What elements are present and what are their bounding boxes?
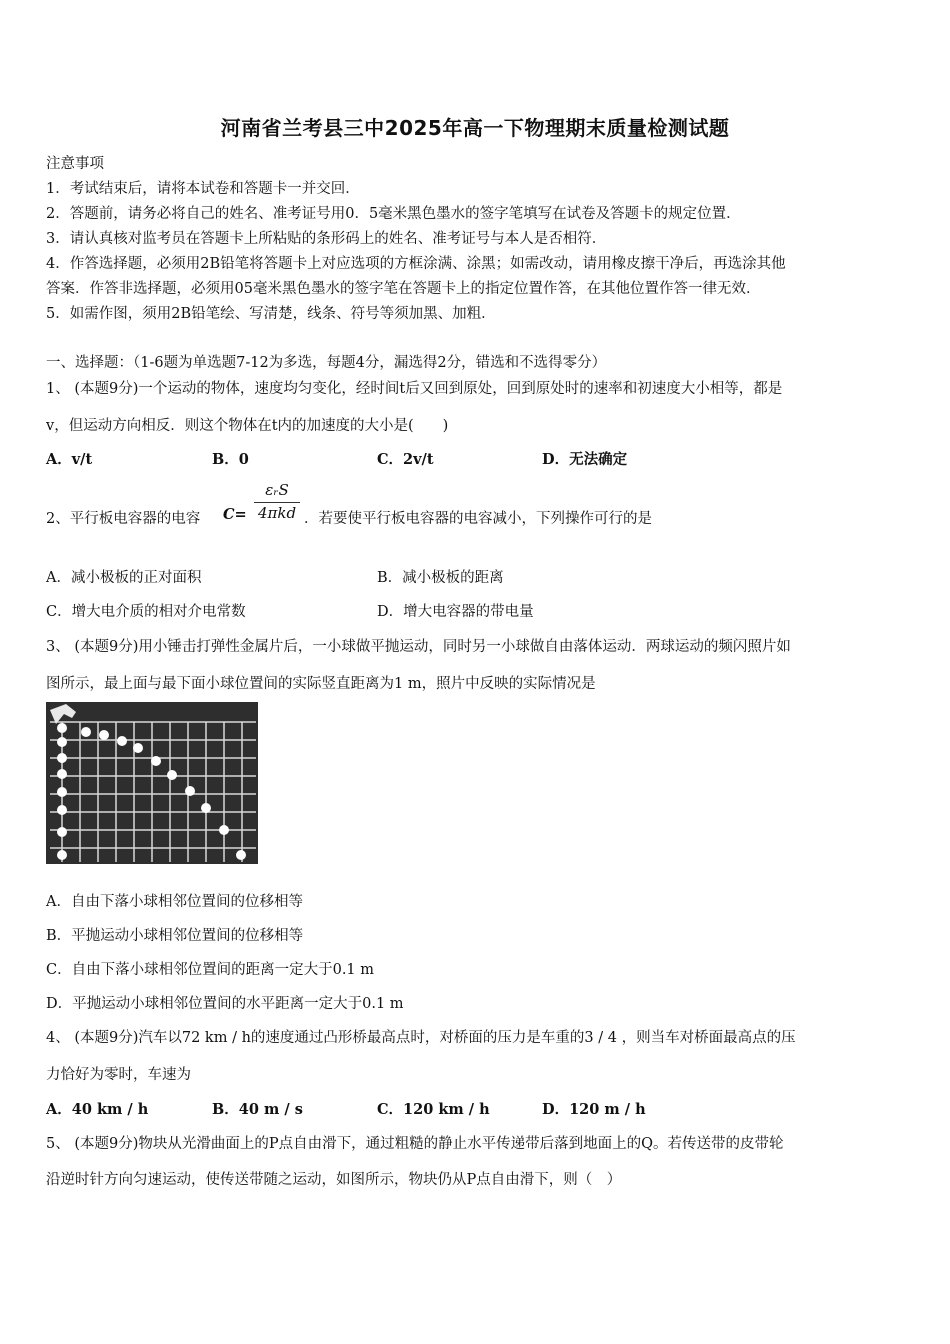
- q3-option-c: C．自由下落小球相邻位置间的距离一定大于0.1 m: [46, 962, 375, 978]
- capacitance-formula: [254, 481, 300, 522]
- q1-option-c: C．2v/t: [377, 451, 434, 468]
- q4-option-a: A．40 km / h: [46, 1101, 149, 1118]
- formula-denominator: 4πkd: [257, 504, 297, 522]
- q1-option-a: A．v/t: [46, 451, 93, 468]
- strobe-photo-image: [46, 702, 258, 864]
- q1-option-b: B．0: [212, 451, 249, 468]
- formula-numerator: εᵣS: [265, 481, 289, 499]
- q3-option-a: A．自由下落小球相邻位置间的位移相等: [46, 894, 303, 910]
- notice-item: 2．答题前，请务必将自己的姓名、准考证号用0．5毫米黑色墨水的签字笔填写在试卷及答题卡的规定位置．: [46, 206, 741, 222]
- question-1-text: 1、 (本题9分)一个运动的物体，速度均匀变化，经时间t后又回到原处，回到原处时的速率和初速度大小相等，都是: [46, 381, 783, 397]
- notice-item: 1．考试结束后，请将本试卷和答题卡一并交回．: [46, 181, 360, 197]
- q4-option-d: D．120 m / h: [542, 1101, 646, 1118]
- q2-option-b: B．减小极板的距离: [377, 570, 504, 586]
- q2-option-a: A．减小极板的正对面积: [46, 570, 202, 586]
- q4-option-b: B．40 m / s: [212, 1101, 303, 1118]
- q3-option-b: B．平抛运动小球相邻位置间的位移相等: [46, 928, 304, 944]
- notice-item: 5．如需作图，须用2B铅笔绘、写清楚，线条、符号等须加黑、加粗．: [46, 306, 496, 322]
- question-2-suffix: ．若要使平行板电容器的电容减小，下列操作可行的是: [304, 511, 652, 527]
- strobe-grid-graphic: [46, 702, 258, 864]
- q2-option-c: C．增大电介质的相对介电常数: [46, 604, 246, 620]
- question-4-text: 力恰好为零时，车速为: [46, 1067, 191, 1083]
- notice-item: 4．作答选择题，必须用2B铅笔将答题卡上对应选项的方框涂满、涂黑；如需改动，请用橡皮擦干净后，再选涂其他: [46, 256, 786, 272]
- formula-lhs: C=: [223, 506, 247, 523]
- section-heading: 一、选择题：（1-6题为单选题7-12为多选，每题4分，漏选得2分，错选和不选得零分）: [46, 355, 607, 371]
- question-3-text: 3、 (本题9分)用小锤击打弹性金属片后，一小球做平抛运动，同时另一小球做自由落体运动．两球运动的频闪照片如: [46, 639, 791, 655]
- question-2-prefix: 2、平行板电容器的电容: [46, 511, 201, 527]
- q2-option-d: D．增大电容器的带电量: [377, 604, 534, 620]
- notice-item: 答案．作答非选择题，必须用05毫米黑色墨水的签字笔在答题卡上的指定位置作答，在其他位置作答一律无效．: [46, 281, 761, 297]
- q1-option-d: D．无法确定: [542, 451, 628, 468]
- page-title: 河南省兰考县三中2025年高一下物理期末质量检测试题: [220, 116, 730, 140]
- question-4-text: 4、 (本题9分)汽车以72 km / h的速度通过凸形桥最高点时，对桥面的压力是车重的3 / 4 ，则当车对桥面最高点的压: [46, 1030, 796, 1046]
- q3-option-d: D．平抛运动小球相邻位置间的水平距离一定大于0.1 m: [46, 996, 404, 1012]
- question-5-text: 沿逆时针方向匀速运动，使传送带随之运动，如图所示，物块仍从P点自由滑下，则（ ）: [46, 1172, 622, 1188]
- notice-item: 3．请认真核对监考员在答题卡上所粘贴的条形码上的姓名、准考证号与本人是否相符．: [46, 231, 607, 247]
- question-1-text: v，但运动方向相反．则这个物体在t内的加速度的大小是( ): [46, 418, 449, 434]
- question-5-text: 5、 (本题9分)物块从光滑曲面上的P点自由滑下，通过粗糙的静止水平传递带后落到地面上的Q。若传送带的皮带轮: [46, 1136, 784, 1152]
- q4-option-c: C．120 km / h: [377, 1101, 490, 1118]
- notice-heading: 注意事项: [46, 156, 104, 172]
- fraction-bar: [254, 502, 300, 503]
- question-3-text: 图所示，最上面与最下面小球位置间的实际竖直距离为1 m，照片中反映的实际情况是: [46, 676, 596, 692]
